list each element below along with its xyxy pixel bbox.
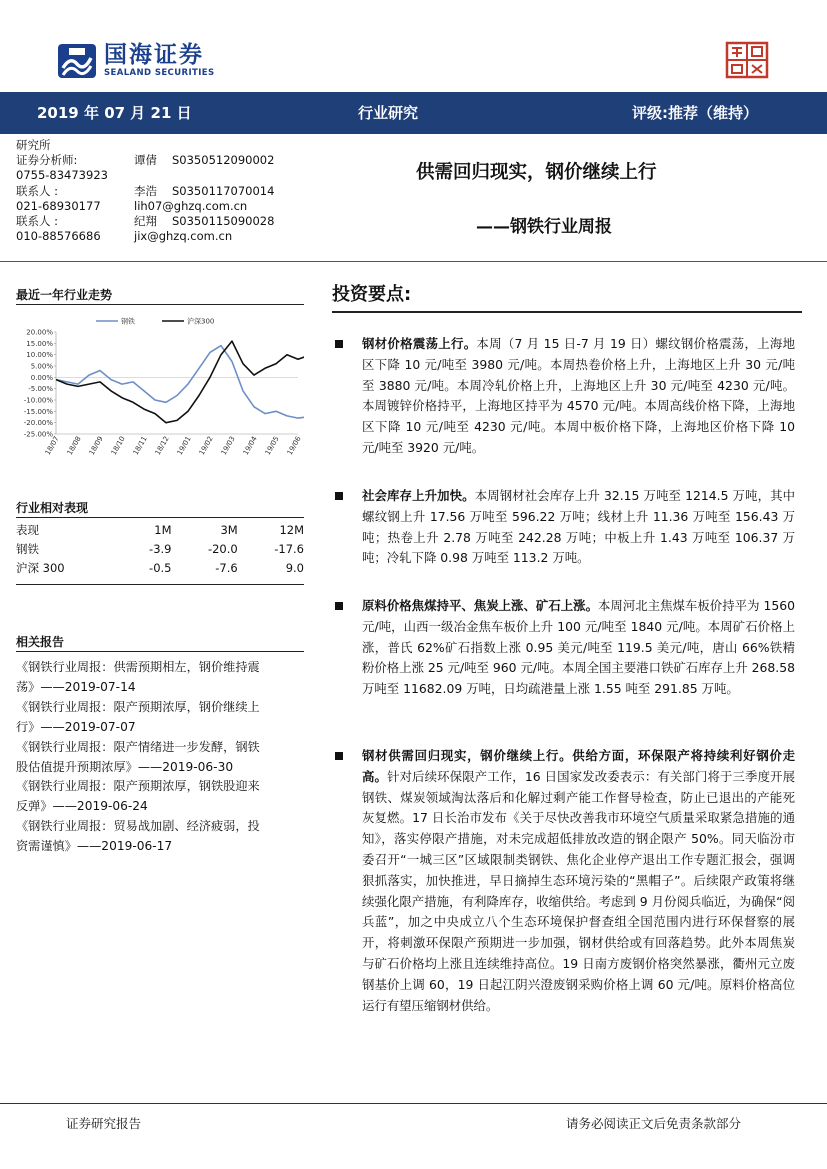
analyst-row: 证券分析师: 谭倩 S0350512090002 [16,153,275,168]
brand-name-en: SEALAND SECURITIES [104,68,215,78]
x-tick-label: 19/02 [197,435,215,457]
report-date: 2019 年 07 月 21 日 [37,104,192,122]
sealand-logo-icon [56,42,98,80]
report-type: 行业研究 [358,104,419,122]
trend-chart-svg [16,308,304,470]
header-banner [0,92,827,134]
x-tick-label: 19/05 [263,435,281,457]
x-tick-label: 18/08 [65,435,83,457]
table-row: 沪深 300 -0.5 -7.6 9.0 [16,561,304,575]
trend-section-title: 最近一年行业走势 [16,288,113,302]
y-tick-label: -20.00% [23,419,53,428]
related-report-link[interactable]: 反弹》——2019-06-24 [16,799,148,814]
company-logo [56,42,215,80]
x-tick-label: 18/12 [153,435,171,457]
related-report-link[interactable]: 《钢铁行业周报：供需预期相左，钢价维持震 [16,660,260,674]
section-rule [16,651,304,652]
x-tick-label: 19/04 [241,435,259,457]
section-rule [16,584,304,585]
analyst-email[interactable]: lih07@ghzq.com.cn [134,198,248,213]
series-line [56,341,304,423]
analyst-block [16,138,304,244]
institute-label: 研究所 [16,138,51,152]
related-report-link[interactable]: 资需谨慎》——2019-06-17 [16,839,173,854]
related-report-link[interactable]: 《钢铁行业周报：限产预期浓厚，钢铁股迎来 [16,779,260,794]
analyst-row: 联系人 : 纪翔 S0350115090028 [16,213,275,228]
x-tick-label: 18/10 [109,435,127,457]
y-tick-label: -25.00% [23,430,53,439]
y-tick-label: 15.00% [26,339,53,348]
y-tick-label: -10.00% [23,396,53,405]
related-report-link[interactable]: 《钢铁行业周报：限产预期浓厚，钢价继续上 [16,699,260,714]
x-tick-label: 18/07 [43,435,61,457]
investment-bullet: 钢材供需回归现实，钢价继续上行。供给方面，环保限产将持续利好钢价走高。针对后续环保限产工作，16 日国家发改委表示：有关部门将于三季度开展钢铁、煤炭领域淘汰落后和化解过剩产能工作督导检查，防止已退出的产能死灰复燃。17 日长治市发布《关于尽快改善我市环境空气质量采取紧急措施的通知》，落实停限产措施，对未完成超低排放改造的钢企限产 50%。同天临汾市委召开“一城三区”区域限制类钢铁、焦化企业停产退出工作专题汇报会，强调狠抓落实，加快推进，早日摘掉生态环境污染的“黑帽子”。后续限产政策将继续强化限产措施，有利降库存，收缩供给。考虑到 9 月份阅兵临近，为确保“阅兵蓝”，加之中央成立八个生态环境保护督查组全国范围内进行环保督察的展开，将刺激环保限产预期进一步加强，钢材供给或有回落趋势。此外本周焦炭与矿石价格均上涨且连续维持高位。19 日南方废钢价格突然暴涨，衢州元立废钢基价上调 60，19 日起江阴兴澄废钢采购价格上调 60 元/吨。原料价格高位运行有望压缩钢材供给。 [335,746,795,1016]
x-tick-label: 19/01 [175,435,193,457]
analyst-row: 021-68930177 lih07@ghzq.com.cn [16,198,248,213]
y-tick-label: 5.00% [30,362,53,371]
footer-rule [0,1103,827,1104]
report-title: 供需回归现实，钢价继续上行 [416,162,657,183]
y-tick-label: -5.00% [28,385,53,394]
legend-label: 钢铁 [121,317,135,326]
bullet-square-icon [335,752,343,760]
footer-disclaimer: 请务必阅读正文后免责条款部分 [566,1116,742,1131]
related-report-link[interactable]: 荡》——2019-07-14 [16,679,136,694]
related-reports-list [16,658,308,857]
analyst-row: 0755-83473923 [16,168,108,183]
x-tick-label: 19/06 [285,435,303,457]
report-subtitle: ——钢铁行业周报 [476,217,612,237]
report-rating: 评级:推荐（维持） [632,104,758,122]
analyst-row: 010-88576686 jix@ghzq.com.cn [16,229,233,244]
y-tick-label: -15.00% [23,407,53,416]
related-report-link[interactable]: 行》——2019-07-07 [16,719,136,734]
bullet-square-icon [335,492,343,500]
x-tick-label: 19/03 [219,435,237,457]
investment-rule [332,311,802,313]
performance-title: 行业相对表现 [16,501,89,515]
section-rule [16,304,304,305]
header-divider [0,261,827,262]
brand-name-cn: 国海证券 [104,42,204,68]
x-tick-label: 18/11 [131,435,149,457]
performance-table [16,521,304,578]
related-title: 相关报告 [16,635,65,649]
series-line [56,346,304,419]
y-tick-label: 0.00% [30,373,53,382]
section-rule [16,517,304,518]
bullet-square-icon [335,602,343,610]
investment-title: 投资要点: [332,284,412,305]
y-tick-label: 20.00% [26,328,53,337]
legend-label: 沪深300 [187,317,215,326]
red-seal-icon [725,41,769,79]
investment-bullet: 钢材价格震荡上行。本周（7 月 15 日-7 月 19 日）螺纹钢价格震荡，上海地区下降 10 元/吨至 3980 元/吨。本周热卷价格上升，上海地区上升 30 元/吨至 3880 元/吨。本周冷轧价格上升，上海地区上升 30 元/吨至 4230 元/吨。本周镀锌价格持平，上海地区持平为 4570 元/吨。本周高线价格下降，上海地区下降 10 元/吨至 4230 元/吨。本周中板价格下降，上海地区价格下降 10 元/吨至 3920 元/吨。 [335,334,795,459]
bullet-square-icon [335,340,343,348]
related-report-link[interactable]: 股估值提升预期浓厚》——2019-06-30 [16,759,234,774]
related-report-link[interactable]: 《钢铁行业周报：限产情绪进一步发酵，钢铁 [16,739,260,754]
investment-bullet: 原料价格焦煤持平、焦炭上涨、矿石上涨。本周河北主焦煤车板价持平为 1560 元/吨，山西一级冶金焦车板价上升 100 元/吨至 1840 元/吨。本周矿石价格上涨，普氏 62%矿石指数上涨 0.95 美元/吨至 119.5 美元/吨，唐山 66%铁精粉价格上涨 25 元/吨至 960 元/吨。本周全国主要港口铁矿石库存上升 268.58 万吨至 11682.09 万吨，日均疏港量上涨 1.55 吨至 291.85 万吨。 [335,596,795,700]
analyst-row: 联系人 : 李浩 S0350117070014 [16,183,275,198]
y-tick-label: 10.00% [26,351,53,360]
x-tick-label: 18/09 [87,435,105,457]
trend-chart [16,308,304,470]
analyst-email[interactable]: jix@ghzq.com.cn [134,229,233,244]
table-row: 钢铁 -3.9 -20.0 -17.6 [16,542,304,556]
investment-bullet: 社会库存上升加快。本周钢材社会库存上升 32.15 万吨至 1214.5 万吨，其中螺纹钢上升 17.56 万吨至 596.22 万吨；线材上升 11.36 万吨至 156.43 万吨；热卷上升 2.78 万吨至 242.28 万吨；中板上升 1.43 万吨至 106.37 万吨；冷轧下降 0.98 万吨至 113.2 万吨。 [335,486,795,569]
footer-left: 证券研究报告 [66,1116,142,1131]
table-header-row: 表现 1M 3M 12M [16,523,304,537]
related-report-link[interactable]: 《钢铁行业周报：贸易战加剧、经济疲弱，投 [16,819,260,834]
